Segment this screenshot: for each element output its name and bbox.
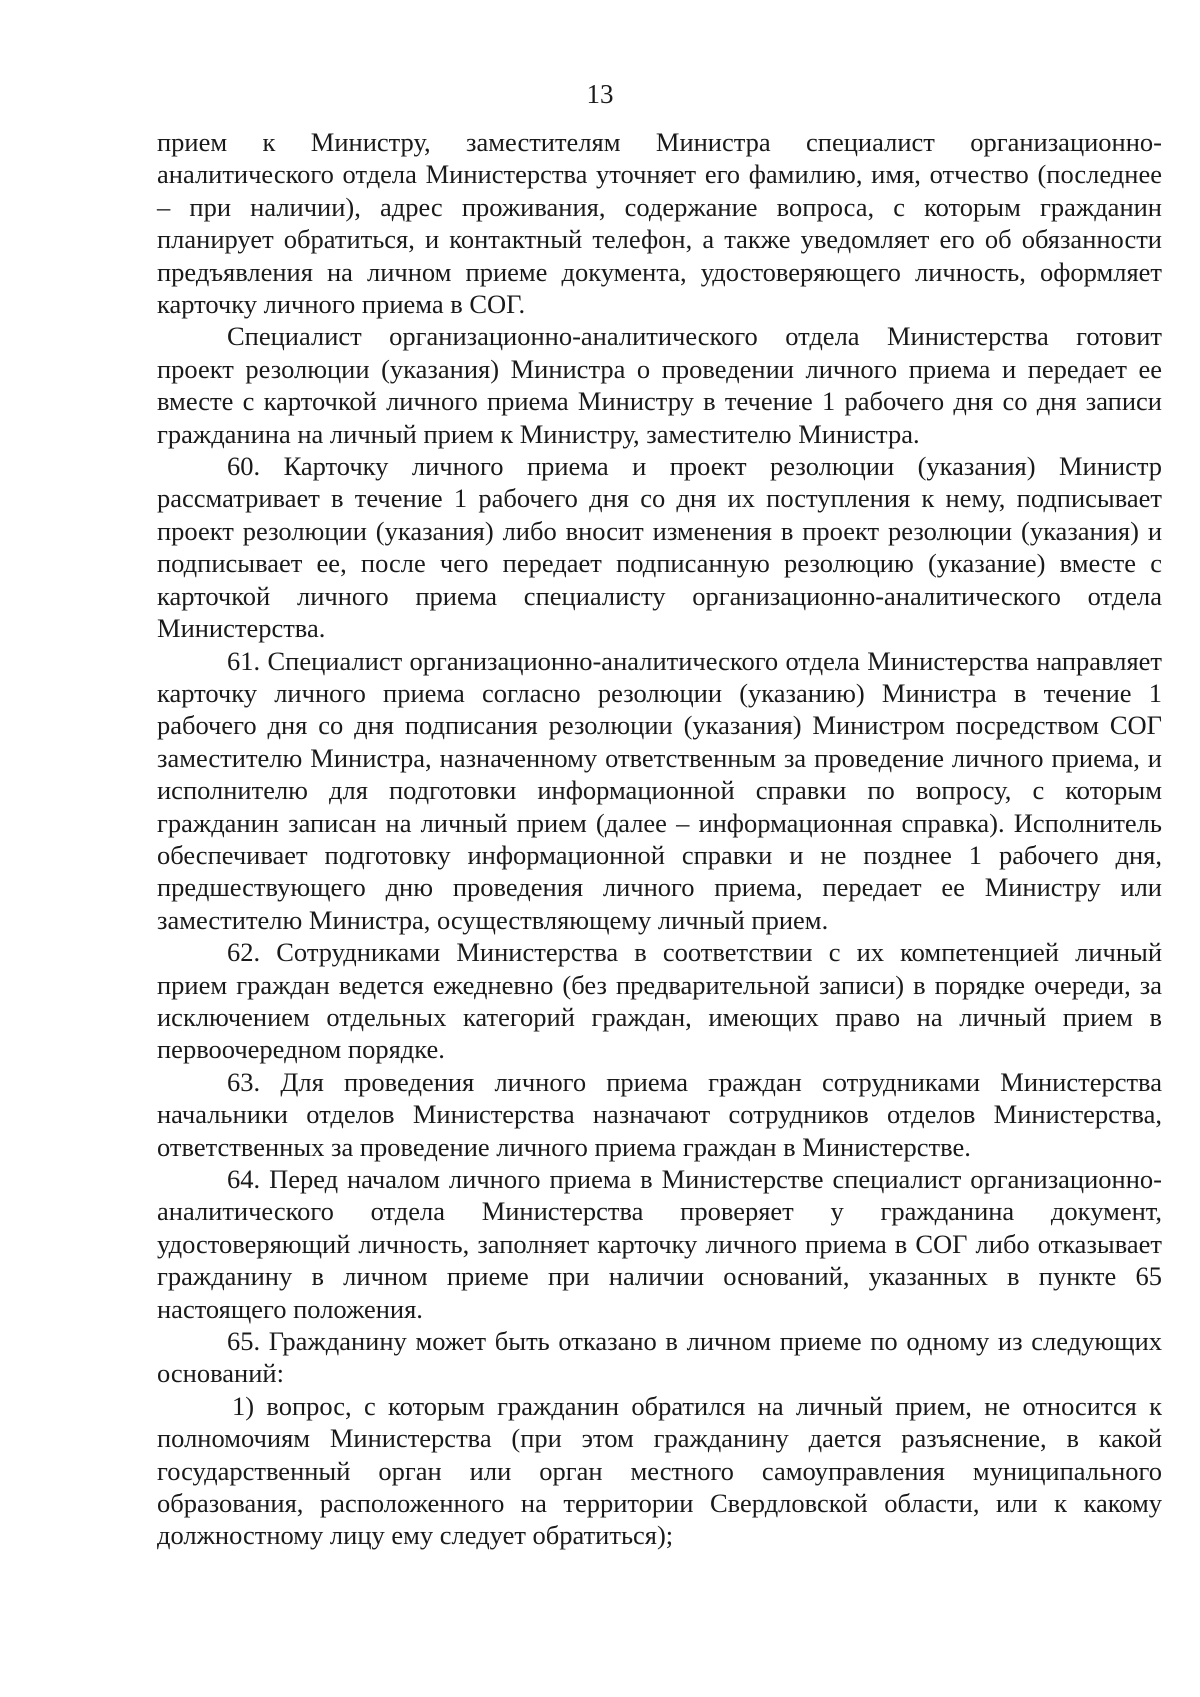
paragraph-60: 60. Карточку личного приема и проект резолюции (указания) Министр рассматривает в течение 1 рабочего дня со дня их поступления к нему, подписывает проект резолюции (указания) либо вносит изменения в проект резолюции (указания) и подписывает ее, после чего передает подписанную резолюцию (указание) вместе с карточкой личного приема специалисту организационно-аналитического отдела Министерства. bbox=[157, 451, 1162, 644]
document-body bbox=[157, 126, 1162, 1552]
paragraph-61: 61. Специалист организационно-аналитического отдела Министерства направляет карточку личного приема согласно резолюции (указанию) Министра в течение 1 рабочего дня со дня подписания резолюции (указания) Министром посредством СОГ заместителю Министра, назначенному ответственным за проведение личного приема, и исполнителю для подготовки информационной справки по вопросу, с которым гражданин записан на личный прием (далее – информационная справка). Исполнитель обеспечивает подготовку информационной справки и не позднее 1 рабочего дня, предшествующего дню проведения личного приема, передает ее Министру или заместителю Министра, осуществляющему личный прием. bbox=[157, 645, 1162, 935]
paragraph-63: 63. Для проведения личного приема граждан сотрудниками Министерства начальники отделов Министерства назначают сотрудников отделов Министерства, ответственных за проведение личного приема граждан в Министерстве. bbox=[157, 1066, 1162, 1162]
paragraph-64: 64. Перед началом личного приема в Министерстве специалист организационно-аналитического отдела Министерства проверяет у гражданина документ, удостоверяющий личность, заполняет карточку личного приема в СОГ либо отказывает гражданину в личном приеме при наличии оснований, указанных в пункте 65 настоящего положения. bbox=[157, 1164, 1162, 1324]
paragraph-resolution-draft: Специалист организационно-аналитического отдела Министерства готовит проект резолюции (указания) Министра о проведении личного приема и передает ее вместе с карточкой личного приема Министру в течение 1 рабочего дня со дня записи гражданина на личный прием к Министру, заместителю Министра. bbox=[157, 321, 1162, 449]
paragraph-62: 62. Сотрудниками Министерства в соответствии с их компетенцией личный прием граждан ведется ежедневно (без предварительной записи) в порядке очереди, за исключением отдельных категорий граждан, имеющих право на личный прием в первоочередном порядке. bbox=[157, 937, 1162, 1065]
paragraph-continuation: прием к Министру, заместителям Министра специалист организационно-аналитического отдела Министерства уточняет его фамилию, имя, отчество (последнее – при наличии), адрес проживания, содержание вопроса, с которым гражданин планирует обратиться, и контактный телефон, а также уведомляет его об обязанности предъявления на личном приеме документа, удостоверяющего личность, оформляет карточку личного приема в СОГ. bbox=[157, 127, 1162, 320]
page-number: 13 bbox=[586, 79, 614, 109]
paragraph-65: 65. Гражданину может быть отказано в личном приеме по одному из следующих оснований: bbox=[157, 1326, 1162, 1389]
paragraph-65-item-1: 1) вопрос, с которым гражданин обратился на личный прием, не относится к полномочиям Министерства (при этом гражданину дается разъяснение, в какой государственный орган или орган местного самоуправления муниципального образования, расположенного на территории Свердловской области, или к какому должностному лицу ему следует обратиться); bbox=[157, 1390, 1162, 1551]
